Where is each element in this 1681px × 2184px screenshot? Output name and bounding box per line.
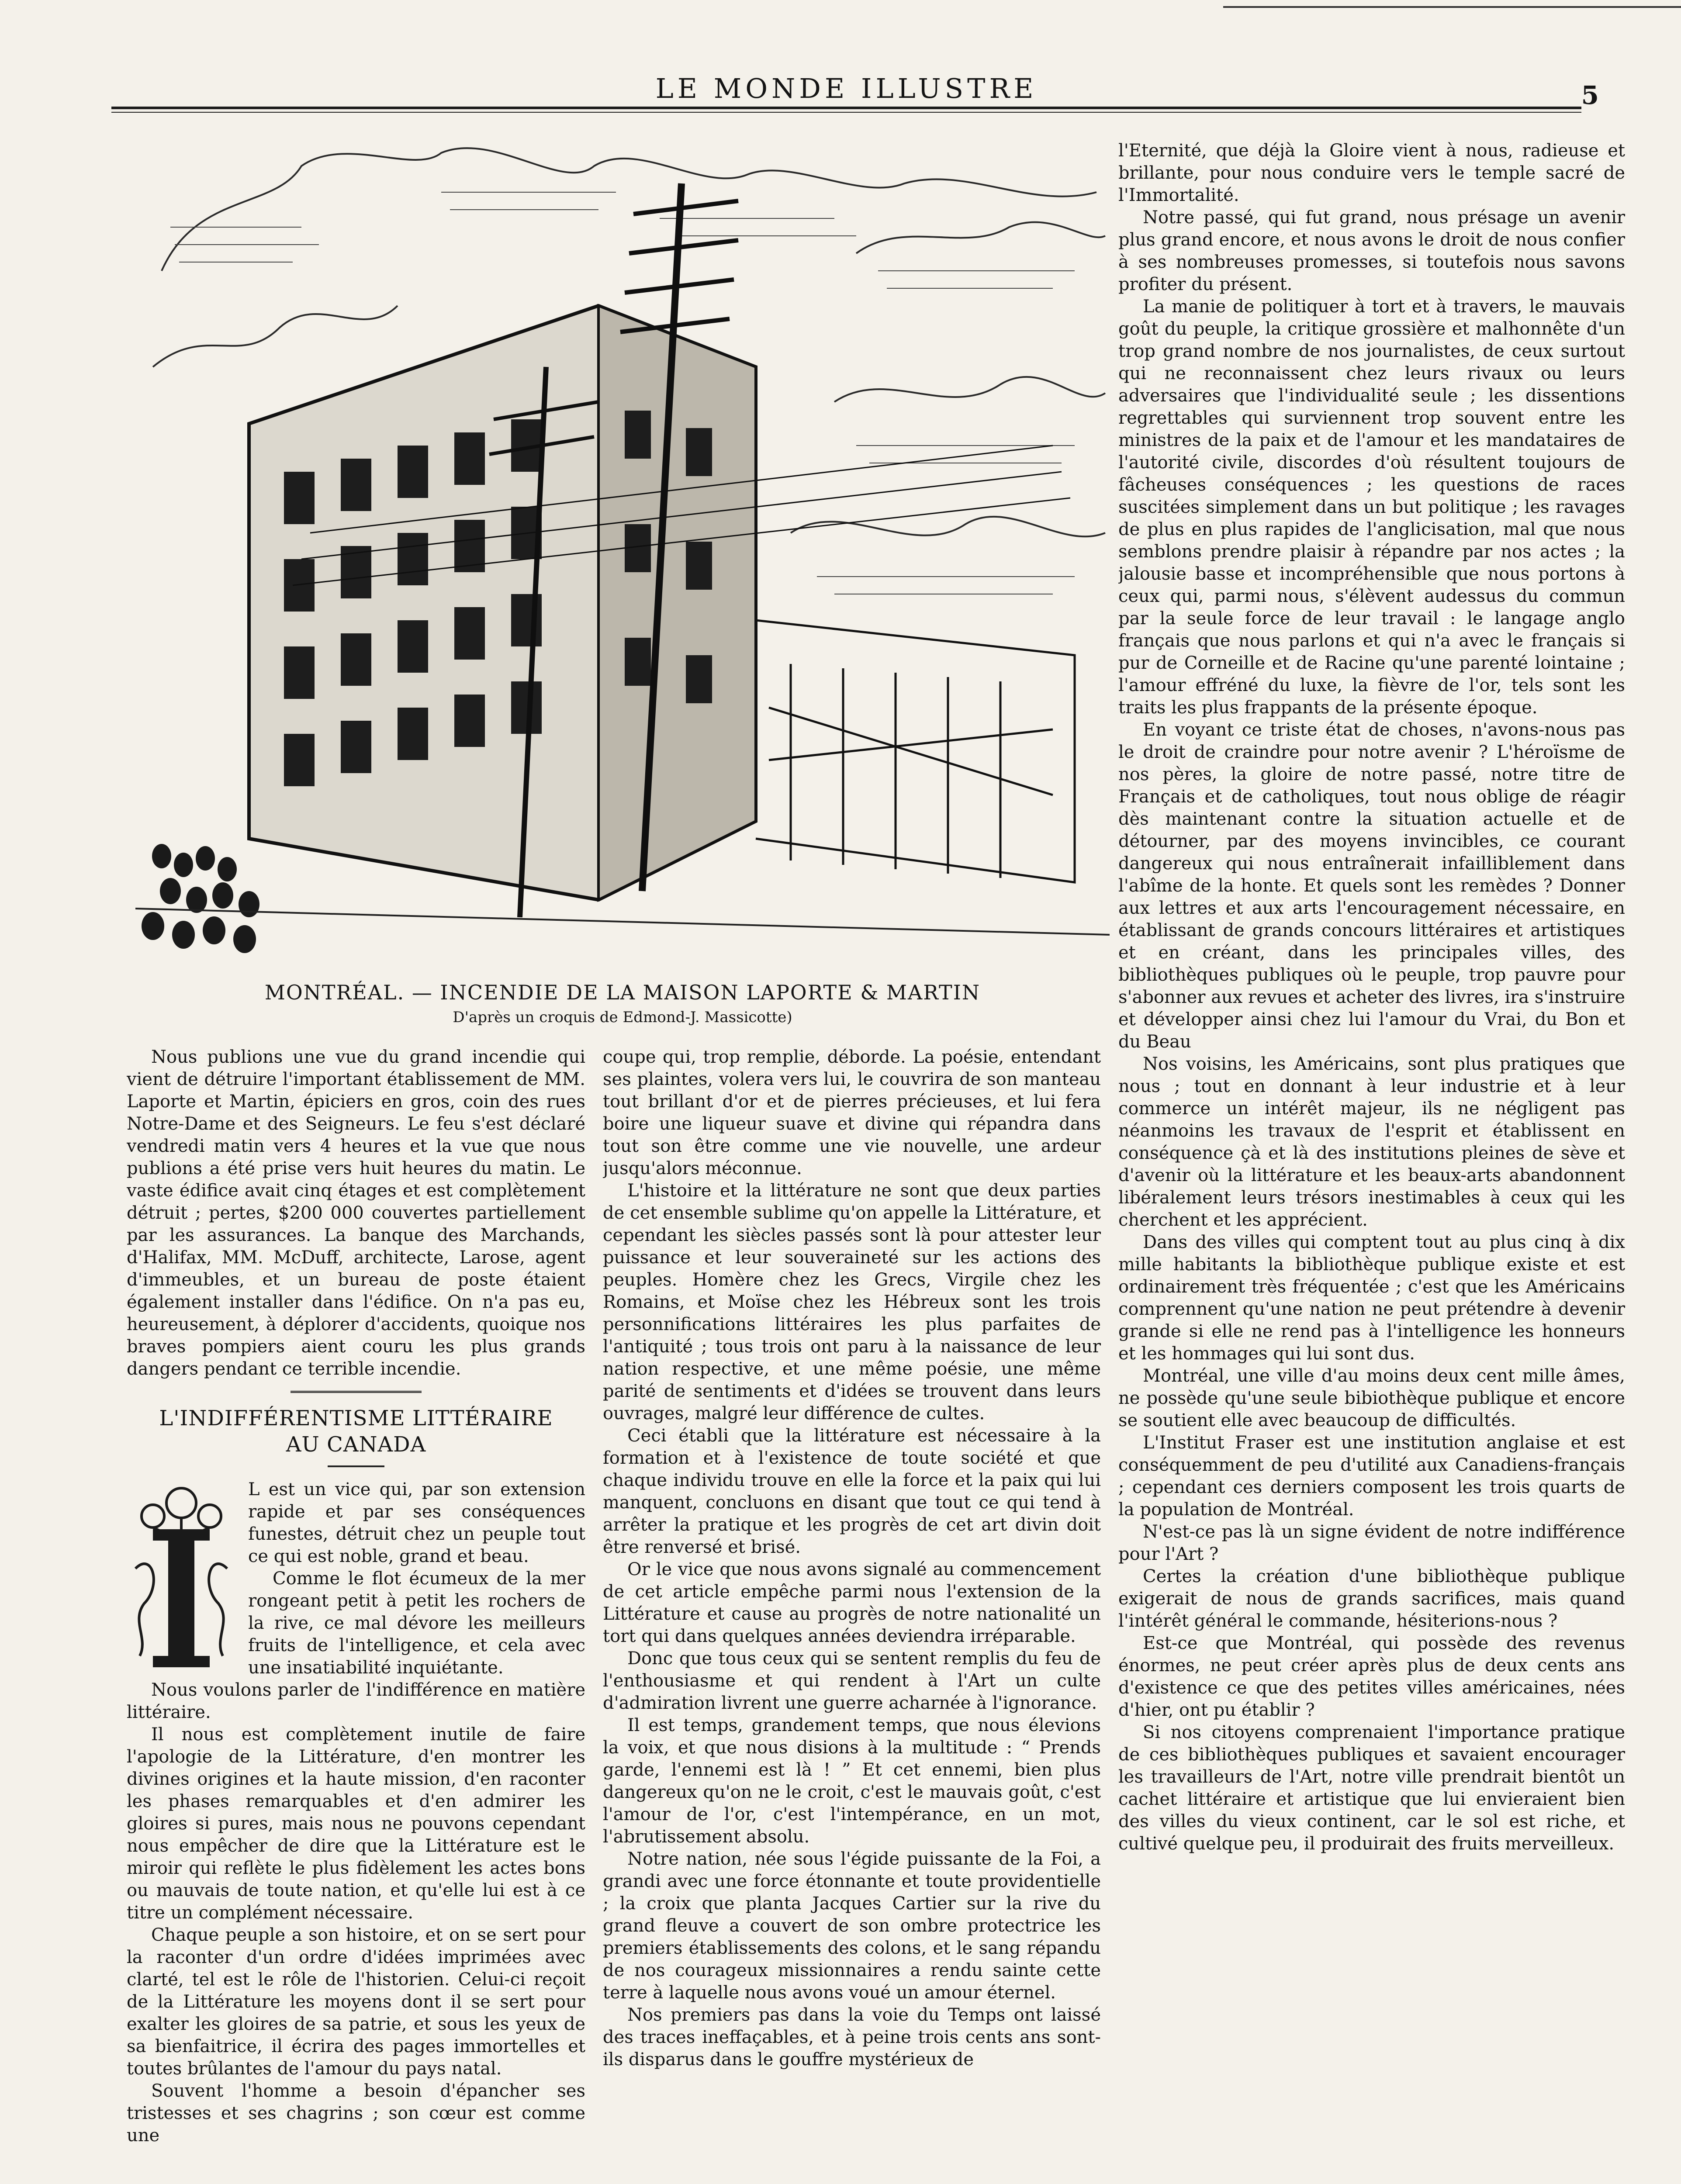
column-3 (1118, 140, 1625, 2184)
column-1 (127, 1046, 585, 2184)
article-paragraph: Montréal, une ville d'au moins deux cent mille âmes, ne possède qu'une seule bibiothèque publique et encore se soutient elle avec beaucoup de difficultés. (1118, 1366, 1625, 1431)
section-separator (291, 1391, 422, 1393)
article-title-line-1: L'INDIFFÉRENTISME LITTÉRAIRE (159, 1406, 553, 1431)
article-paragraph: Il est temps, grandement temps, que nous élevions la voix, et que nous disions à la multitude : “ Prends garde, l'ennemi est là ! ” Et cet ennemi, bien plus dangereux qu'on ne le croit, c'est le mauvais goût, c'est l'amour de l'or, c'est l'intempérance, en un mot, l'abrutissement absolu. (603, 1715, 1101, 1847)
article-paragraph: Souvent l'homme a besoin d'épancher ses tristesses et ses chagrins ; son cœur est comme une (127, 2081, 585, 2146)
ornamental-dropcap-i (127, 1481, 236, 1669)
article-paragraph: Donc que tous ceux qui se sentent remplis du feu de l'enthousiasme et qui rendent à l'Art un culte d'admiration livrent une guerre acharnée à l'ignorance. (603, 1648, 1101, 1713)
fire-illustration (135, 140, 1110, 961)
header-rule-thin (111, 112, 1581, 113)
caption-title: MONTRÉAL. — INCENDIE DE LA MAISON LAPORTE & MARTIN (264, 981, 981, 1004)
article-paragraph: Certes la création d'une bibliothèque publique exigerait de nous de grands sacrifices, mais quand l'intérêt général le commande, hésiterions-nous ? (1118, 1566, 1625, 1631)
article-paragraph: Notre passé, qui fut grand, nous présage un avenir plus grand encore, et nous avons le droit de nous confier à ses nombreuses promesses, si toutefois nous savons profiter du présent. (1118, 207, 1625, 294)
article-title-line-2: AU CANADA (286, 1432, 426, 1457)
article-paragraph: Il nous est complètement inutile de faire l'apologie de la Littérature, d'en montrer les divines origines et la haute mission, d'en raconter les phases remarquables et d'en admirer les gloires si pures, mais nous ne pouvons cependant nous empêcher de dire que la Littérature est le miroir qui reflète le plus fidèlement les actes bons ou mauvais de toute nation, et qu'elle lui est à ce titre un complément nécessaire. (127, 1724, 585, 1923)
newspaper-title: LE MONDE ILLUSTRE (655, 73, 1038, 104)
caption-credit: D'après un croquis de Edmond-J. Massicotte) (453, 1009, 792, 1026)
article-paragraph: Est-ce que Montréal, qui possède des revenus énormes, ne peut créer après plus de deux cents ans d'existence ce que des petites villes américaines, nées d'hier, ont pu établir ? (1118, 1633, 1625, 1720)
article-paragraph: L'Institut Fraser est une institution anglaise et est conséquemment de peu d'utilité aux Canadiens-français ; cependant ces derniers composent les trois quarts de la population de Montréal. (1118, 1433, 1625, 1520)
article-paragraph: N'est-ce pas là un signe évident de notre indifférence pour l'Art ? (1118, 1522, 1625, 1564)
article-paragraph: Comme le flot écumeux de la mer rongeant petit à petit les rochers de la rive, ce mal dévore les meilleurs fruits de l'intelligence, et cela avec une insatiabilité inquiétante. (248, 1569, 585, 1678)
article-paragraph: Chaque peuple a son histoire, et on se sert pour la raconter d'un ordre d'idées imprimées avec clarté, tel est le rôle de l'historien. Celui-ci reçoit de la Littérature les moyens dont il se sert pour exalter les gloires de sa patrie, et sous les yeux de sa bienfaitrice, il écrira des pages immortelles et toutes brûlantes de l'amour du pays natal. (127, 1925, 585, 2079)
author-signature (1214, 2180, 1590, 2184)
article-paragraph: Notre nation, née sous l'égide puissante de la Foi, a grandi avec une force étonnante et toute providentielle ; la croix que planta Jacques Cartier sur la rive du grand fleuve a couvert de son ombre protectrice les premiers établissements des colons, et le sang répandu de nos courageux missionnaires a rendu sainte cette terre à laquelle nous avons voué un amour éternel. (603, 1849, 1101, 2003)
article-paragraph: coupe qui, trop remplie, déborde. La poésie, entendant ses plaintes, volera vers lui, le couvrira de son manteau tout brillant d'or et de pierres précieuses, et lui fera boire une liqueur suave et divine qui répandra dans tout son être comme une vie nouvelle, une ardeur jusqu'alors méconnue. (603, 1047, 1101, 1178)
article-paragraph: En voyant ce triste état de choses, n'avons-nous pas le droit de craindre pour notre avenir ? L'héroïsme de nos pères, la gloire de notre passé, notre titre de Français et de catholiques, tout nous oblige de réagir dès maintenant contre la situation actuelle et de détourner, par des moyens invincibles, ce courant dangereux qui nous entraînerait infailliblement dans l'abîme de la honte. Et quels sont les remèdes ? Donner aux lettres et aux arts l'encouragement nécessaire, en établissant de grands concours littéraires et artistiques et en créant, dans les principales villes, des bibliothèques publiques où le peuple, trop pauvre pour s'abonner aux revues et acheter des livres, ira s'instruire et développer ainsi chez lui l'amour du Vrai, du Bon et du Beau (1118, 720, 1625, 1052)
article-paragraph: Si nos citoyens comprenaient l'importance pratique de ces bibliothèques publiques et savaient encourager les travailleurs de l'Art, notre ville prendrait bientôt un cachet littéraire et artistique que lui envieraient bien des villes du vieux continent, car le sol est riche, et cultivé quelque peu, il produirait des fruits merveilleux. (1118, 1722, 1625, 1854)
article-title (127, 1405, 585, 1458)
previous-page-edge (0, 131, 26, 2184)
article-paragraph: Nous voulons parler de l'indifférence en matière littéraire. (127, 1680, 585, 1722)
article-paragraph: L'histoire et la littérature ne sont que deux parties de cet ensemble sublime qu'on appelle la Littérature, et cependant les siècles passés sont là pour attester leur puissance et leur souveraineté sur les actions des peuples. Homère chez les Grecs, Virgile chez les Romains, et Moïse chez les Hébreux sont les trois personnifications littéraires les plus parfaites de l'antiquité ; tous trois ont paru à la naissance de leur nation respective, et une même poésie, une même parité de sentiments et d'idées se trouvent dans leurs ouvrages, malgré leur différence de cultes. (603, 1181, 1101, 1424)
masthead (111, 65, 1599, 117)
illustration-caption (135, 981, 1110, 1026)
article-paragraph: Nos voisins, les Américains, sont plus pratiques que nous ; tout en donnant à leur industrie et à leur commerce un intérêt majeur, ils ne négligent pas néanmoins les travaux de l'esprit et établissent en conséquence çà et là des institutions pleines de sève et d'avenir où la littérature et les beaux-arts abandonnent libéralement leurs trésors inestimables à ceux qui les cherchent et les apprécient. (1118, 1054, 1625, 1230)
title-underline (328, 1465, 384, 1467)
page-number: 5 (1581, 80, 1599, 110)
article-paragraph: l'Eternité, que déjà la Gloire vient à nous, radieuse et brillante, pour nous conduire vers le temple sacré de l'Immortalité. (1118, 141, 1625, 205)
article-paragraph: Dans des villes qui comptent tout au plus cinq à dix mille habitants la bibliothèque publique existe et est ordinairement très fréquentée ; c'est que les Américains comprennent qu'une nation ne peut prétendre à devenir grande si elle ne rend pas à l'intelligence les honneurs et les hommages qui lui sont dus. (1118, 1232, 1625, 1364)
article-paragraph: Ceci établi que la littérature est nécessaire à la formation et à l'existence de toute société et que chaque individu trouve en elle la force et la paix qui lui manquent, concluons en disant que tout ce qui tend à arrêter la pratique et les progrès de cet art divin doit être renversé et brisé. (603, 1426, 1101, 1557)
article-paragraph: Or le vice que nous avons signalé au commencement de cet article empêche parmi nous l'extension de la Littérature et cause au progrès de notre nationalité un tort qui dans quelques années deviendra irréparable. (603, 1559, 1101, 1646)
article-paragraph: La manie de politiquer à tort et à travers, le mauvais goût du peuple, la critique grossière et malhonnête d'un trop grand nombre de nos journalistes, de ceux surtout qui ne reconnaissent chez leurs rivaux ou leurs adversaires que l'individualité seule ; les dissentions regrettables qui surviennent trop souvent entre les ministres de la paix et de l'amour et les mandataires de l'autorité civile, discordes d'où résultent toujours de fâcheuses conséquences ; les questions de races suscitées simplement dans un but politique ; les ravages de plus en plus rapides de l'anglicisation, mal que nous semblons prendre plaisir à répandre par nos actes ; la jalousie basse et incompréhensible que nous portons à ceux qui, parmi nous, s'élèvent audessus du commun par la seule force de leur travail : le langage anglo français que nous parlons et qui n'a avec le français si pur de Corneille et de Racine qu'une parenté lointaine ; l'amour effréné du luxe, la fièvre de l'or, tels sont les traits les plus frappants de la présente époque. (1118, 297, 1625, 718)
header-rule-thick (111, 107, 1581, 109)
column-2 (603, 1046, 1101, 2184)
article-paragraph: L est un vice qui, par son extension rapide et par ses conséquences funestes, détruit chez un peuple tout ce qui est noble, grand et beau. (248, 1479, 585, 1566)
fire-report-paragraph: Nous publions une vue du grand incendie qui vient de détruire l'important établissement de MM. Laporte et Martin, épiciers en gros, coin des rues Notre-Dame et des Seigneurs. Le feu s'est déclaré vendredi matin vers 4 heures et la vue que nous publions a été prise vers huit heures du matin. Le vaste édifice avait cinq étages et est complètement détruit ; pertes, $200 000 couvertes partiellement par les assurances. La banque des Marchands, d'Halifax, MM. McDuff, architecte, Larose, agent d'immeubles, et un bureau de poste étaient également installer dans l'édifice. On n'a pas eu, heureusement, à déplorer d'accidents, quoique nos braves pompiers aient couru les plus grands dangers pendant ce terrible incendie. (127, 1047, 585, 1379)
article-paragraph: Nos premiers pas dans la voie du Temps ont laissé des traces ineffaçables, et à peine trois cents ans sont-ils disparus dans le gouffre mystérieux de (603, 2005, 1101, 2070)
page-top-edge-rule (1223, 6, 1681, 8)
